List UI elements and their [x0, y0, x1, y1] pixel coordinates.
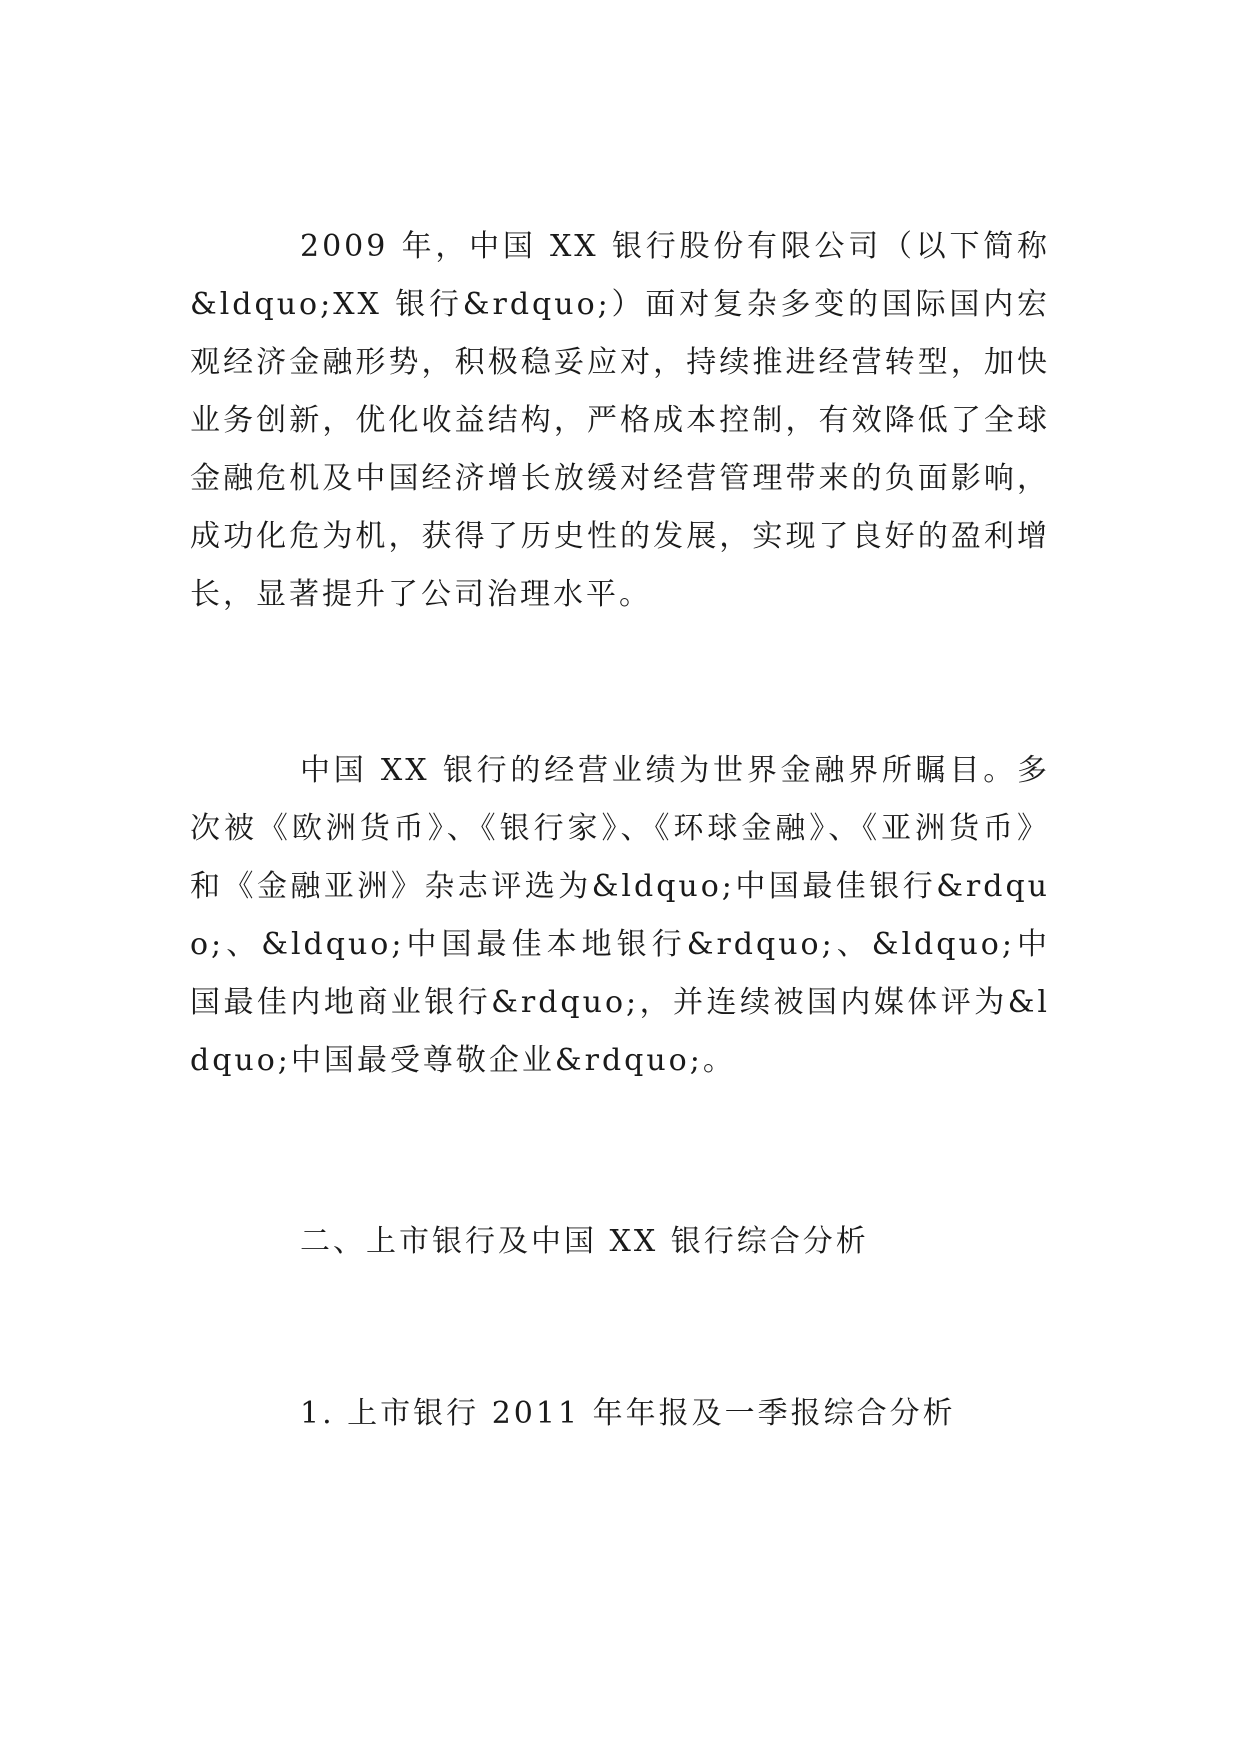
body-paragraph-bank-overview-2009: 2009 年，中国 XX 银行股份有限公司（以下简称&ldquo;XX 银行&rdquo;）面对复杂多变的国际国内宏观经济金融形势，积极稳妥应对，持续推进经营转型，加快业务创新，优化收益结构，严格成本控制，有效降低了全球金融危机及中国经济增长放缓对经营管理带来的负面影响，成功化危为机，获得了历史性的发展，实现了良好的盈利增长，显著提升了公司治理水平。	[190, 229, 1050, 612]
subsection-heading: 1. 上市银行 2011 年年报及一季报综合分析	[300, 1396, 956, 1431]
section-heading: 二、上市银行及中国 XX 银行综合分析	[300, 1224, 869, 1259]
body-paragraph-bank-awards: 中国 XX 银行的经营业绩为世界金融界所瞩目。多次被《欧洲货币》、《银行家》、《环球金融》、《亚洲货币》和《金融亚洲》杂志评选为&ldquo;中国最佳银行&rdquo;、&ldquo;中国最佳本地银行&rdquo;、&ldquo;中国最佳内地商业银行&rdquo;，并连续被国内媒体评为&ldquo;中国最受尊敬企业&rdquo;。	[190, 753, 1050, 1078]
